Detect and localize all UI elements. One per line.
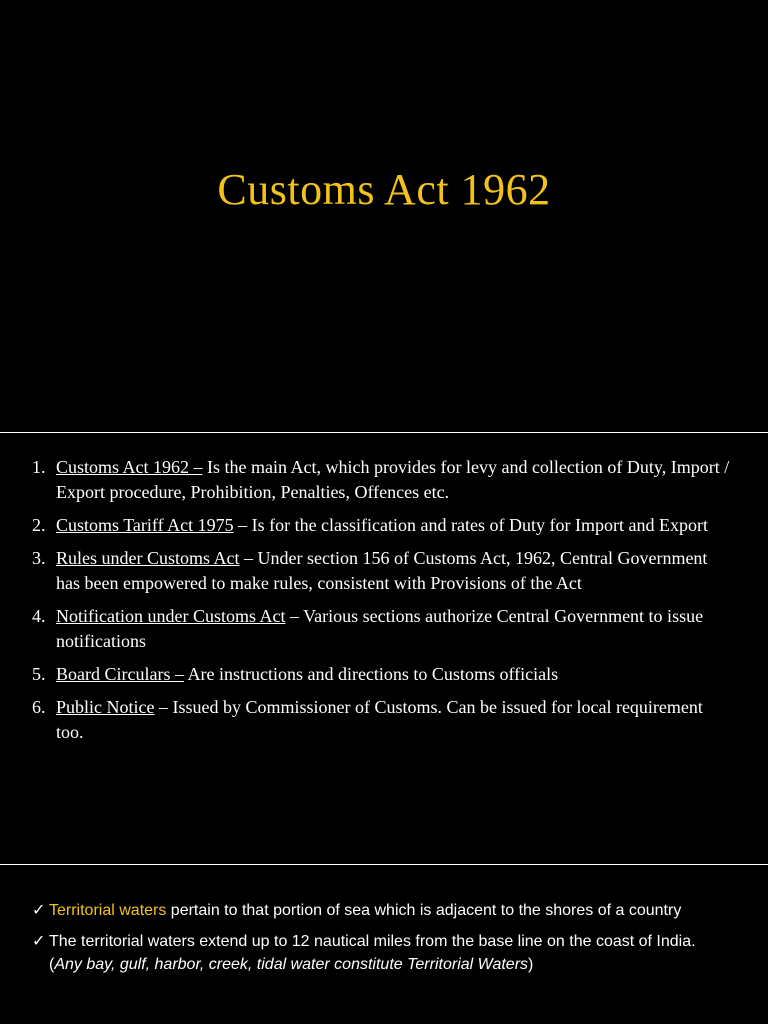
bullet-close-paren: ) — [528, 956, 534, 973]
list-term: Rules under Customs Act — [56, 548, 240, 568]
list-term: Board Circulars – — [56, 664, 184, 684]
list-number: 4. — [32, 606, 46, 626]
list-number: 3. — [32, 548, 46, 568]
list-number: 1. — [32, 457, 46, 477]
list-item — [32, 662, 732, 687]
list-description: – Is for the classification and rates of Duty for Import and Export — [233, 515, 708, 535]
list-description: Are instructions and directions to Customs officials — [183, 664, 559, 684]
list-item — [32, 546, 732, 596]
list-item — [32, 513, 732, 538]
list-term: Customs Act 1962 – — [56, 457, 203, 477]
list-item — [32, 695, 732, 745]
legal-sources-list — [32, 455, 732, 753]
bullet-italic-note: Any bay, gulf, harbor, creek, tidal water constitute Territorial Waters — [54, 956, 529, 973]
list-item — [32, 930, 732, 976]
list-description: Is the main Act, which provides for levy and collection of Duty, Import / Export procedure, Prohibition, Penalties, Offences etc. — [56, 457, 730, 502]
list-item — [32, 455, 732, 505]
list-number: 5. — [32, 664, 46, 684]
slide-territorial-waters — [0, 865, 768, 1024]
list-item — [32, 899, 732, 922]
list-term: Public Notice — [56, 697, 155, 717]
bullet-text: pertain to that portion of sea which is adjacent to the shores of a country — [166, 902, 682, 919]
list-number: 6. — [32, 697, 46, 717]
page-title: Customs Act 1962 — [217, 165, 551, 214]
list-term: Customs Tariff Act 1975 — [56, 515, 234, 535]
list-description: – Under section 156 of Customs Act, 1962, Central Government has been empowered to make rules, consistent with Provisions of the Act — [56, 548, 708, 593]
territorial-waters-list — [32, 899, 732, 984]
highlight-term: Territorial waters — [49, 902, 167, 919]
slide-legal-sources — [0, 433, 768, 864]
list-number: 2. — [32, 515, 46, 535]
list-description: – Issued by Commissioner of Customs. Can be issued for local requirement too. — [56, 697, 703, 742]
slide-title — [0, 0, 768, 432]
checkmark-icon: ✓ — [32, 933, 46, 950]
list-term: Notification under Customs Act — [56, 606, 286, 626]
list-description: – Various sections authorize Central Government to issue notifications — [56, 606, 704, 651]
checkmark-icon: ✓ — [32, 902, 46, 919]
list-item — [32, 604, 732, 654]
bullet-text: The territorial waters extend up to 12 nautical miles from the base line on the coast of India. ( — [49, 933, 696, 973]
